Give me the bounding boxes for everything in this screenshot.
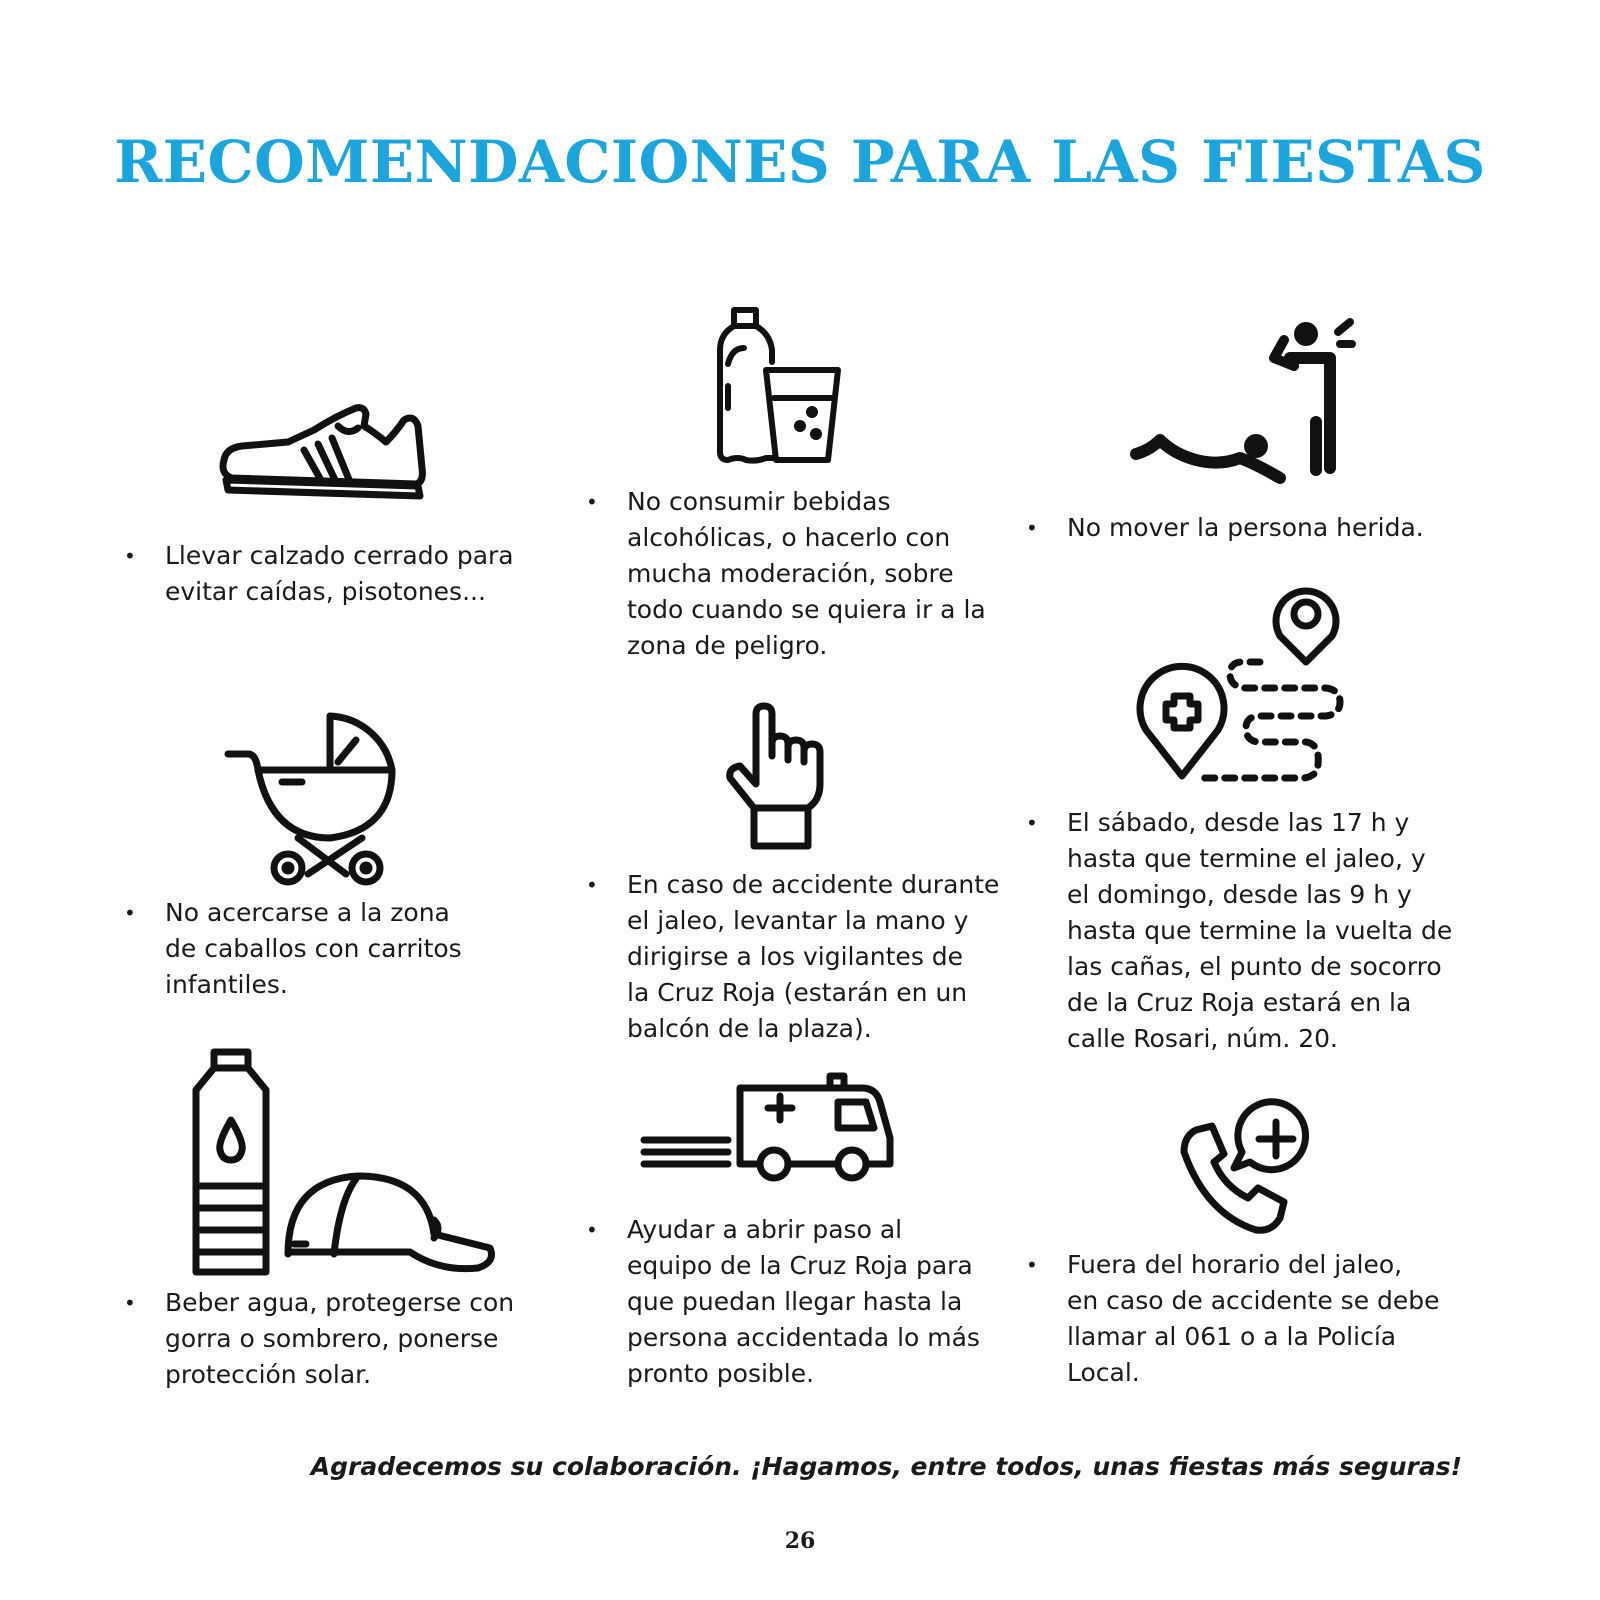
tip-first-aid-point: • El sábado, desde las 17 h y hasta que termine el jaleo, y el domingo, desde las 9 h y hasta que termine la vuelta de las cañas, el punto de socorro de la Cruz Roja estará en la calle Rosari, núm. 20. [1026,805,1452,1057]
tip-do-not-move-injured: • No mover la persona herida. [1026,510,1424,546]
tip-stroller-horses: • No acercarse a la zona de caballos con carritos infantiles. [124,895,462,1003]
tip-water-sun-protection: • Beber agua, protegerse con gorra o sombrero, ponerse protección solar. [124,1285,514,1393]
first-aid-route-map-icon [1140,582,1344,792]
emergency-phone-icon [1178,1098,1318,1238]
bottle-and-glass-icon [716,308,844,468]
tip-alcohol-moderation: • No consumir bebidas alcohólicas, o hacerlo con mucha moderación, sobre todo cuando se quiera ir a la zona de peligro. [586,484,986,664]
sneaker-icon [218,402,428,502]
raised-hand-icon [726,704,826,852]
ambulance-icon [640,1072,896,1182]
closing-message: Agradecemos su colaboración. ¡Hagamos, entre todos, unas fiestas más seguras! [310,1452,1462,1481]
injured-person-icon [1130,314,1352,486]
tip-call-061: • Fuera del horario del jaleo, en caso de accidente se debe llamar al 061 o a la Policía Local. [1026,1247,1440,1391]
tip-raise-hand: • En caso de accidente durante el jaleo, levantar la mano y dirigirse a los vigilantes de la Cruz Roja (estarán en un balcón de la plaza). [586,867,999,1047]
tip-closed-footwear: • Llevar calzado cerrado para evitar caídas, pisotones... [124,538,514,610]
tip-make-way-red-cross: • Ayudar a abrir paso al equipo de la Cruz Roja para que puedan llegar hasta la persona accidentada lo más pronto posible. [586,1212,980,1392]
page-number: 26 [784,1528,816,1554]
baby-stroller-icon [226,712,406,888]
page-title: RECOMENDACIONES PARA LAS FIESTAS [114,128,1486,196]
water-bottle-and-cap-icon [190,1048,500,1280]
